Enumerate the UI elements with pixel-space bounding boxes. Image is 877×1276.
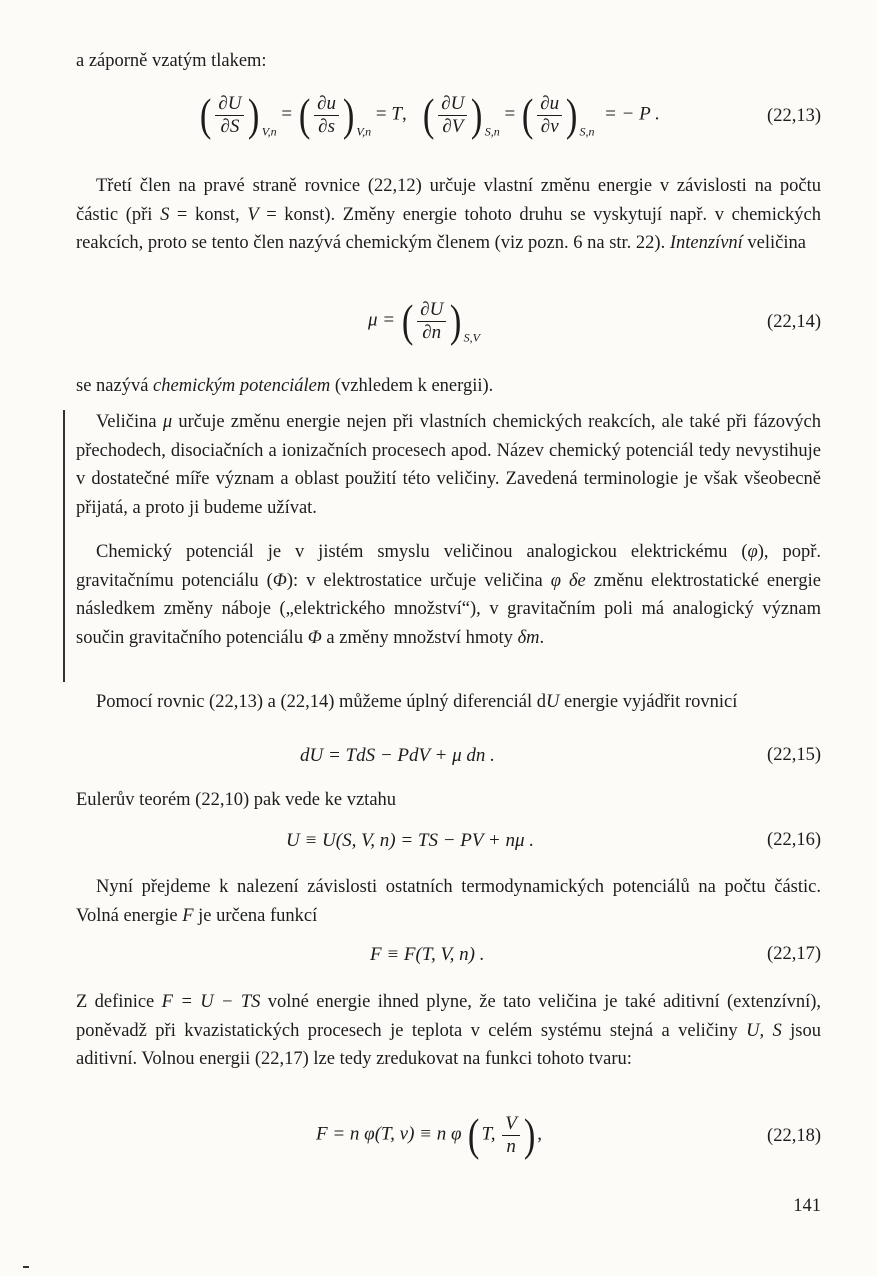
paragraph-intro: a záporně vzatým tlakem: xyxy=(76,51,267,71)
equation-22-15: dU = TdS − PdV + μ dn . xyxy=(300,745,495,766)
equation-number-22-13: (22,13) xyxy=(767,106,821,126)
paragraph-chemical-term: Třetí člen na pravé straně rovnice (22,12) určuje vlastní změnu energie v závislosti na počtu částic (při S = konst, V = konst). Změny energie tohoto druhu se vyskytují např. v chemických reakcích, proto se tento člen nazývá chemickým členem (viz pozn. 6 na str. 22). Intenzívní veličina xyxy=(76,176,822,253)
paragraph-mu-meaning: Veličina μ určuje změnu energie nejen při vlastních chemických reakcích, ale také při fázových přechodech, disociačních a ionizačních procesech apod. Název chemický potenciál tedy nevystihuje v dostatečné míře význam a oblast použití této veličiny. Zavedená terminologie je však všeobecně přijatá, a proto ji budeme užívat. xyxy=(76,412,821,518)
paragraph-free-energy: Nyní přejdeme k nalezení závislosti ostatních termodynamických potenciálů na počtu částic. Volná energie F je určena funkcí xyxy=(76,877,821,926)
equation-22-18: F = n φ(T, v) ≡ n φ ( T, $\frac{V}{n}$ ) , xyxy=(316,1109,542,1160)
paragraph-differential: Pomocí rovnic (22,13) a (22,14) můžeme úplný diferenciál dU energie vyjádřit rovnicí xyxy=(96,692,738,712)
margin-bar xyxy=(63,410,65,682)
paragraph-analogy: Chemický potenciál je v jistém smyslu veličinou analogickou elektrickému (φ), popř. gravitačnímu potenciálu (Φ): v elektrostatice určuje veličina φ δe změnu elektrostatické energie následkem změny náboje („elektrického množství“), v gravitačním poli má analogický význam součin gravitačního potenciálu Φ a změny množství hmoty δm. xyxy=(76,542,822,648)
equation-22-13: ( $\frac{\partial U}{\partial S}$ ) $_{V,n}$ = ( $\frac{\partial u}{\partial s}$ ) $_{V,n}$ = T, ( $\frac{\partial U}{\partial V}$ ) $_{S,n}$ = ( $\frac{\partial u}{\partial v}$ ) $_{S,n}$ = − P . xyxy=(199,89,660,140)
equation-22-16: U ≡ U(S, V, n) = TS − PV + nμ . xyxy=(286,830,535,851)
page-number: 141 xyxy=(793,1196,821,1216)
equation-22-14: μ = ( $\frac{\partial U}{\partial n}$ ) $_{S,V}$ xyxy=(368,295,480,346)
equation-number-22-14: (22,14) xyxy=(767,312,821,332)
paragraph-chemical-potential: se nazývá chemickým potenciálem (vzhledem k energii). xyxy=(76,376,494,396)
equation-number-22-16: (22,16) xyxy=(767,830,821,850)
equation-number-22-15: (22,15) xyxy=(767,745,821,765)
paragraph-euler: Eulerův teorém (22,10) pak vede ke vztahu xyxy=(76,790,397,810)
paragraph-additive: Z definice F = U − TS volné energie ihned plyne, že tato veličina je také aditivní (extenzívní), poněvadž při kvazistatických procesech je teplota v celém systému stejná a veličiny U, S jsou aditivní. Volnou energii (22,17) lze tedy zredukovat na funkci tohoto tvaru: xyxy=(76,992,822,1069)
equation-number-22-17: (22,17) xyxy=(767,944,821,964)
scan-mark xyxy=(23,1266,29,1268)
equation-22-17: F ≡ F(T, V, n) . xyxy=(370,944,485,965)
equation-number-22-18: (22,18) xyxy=(767,1126,821,1146)
